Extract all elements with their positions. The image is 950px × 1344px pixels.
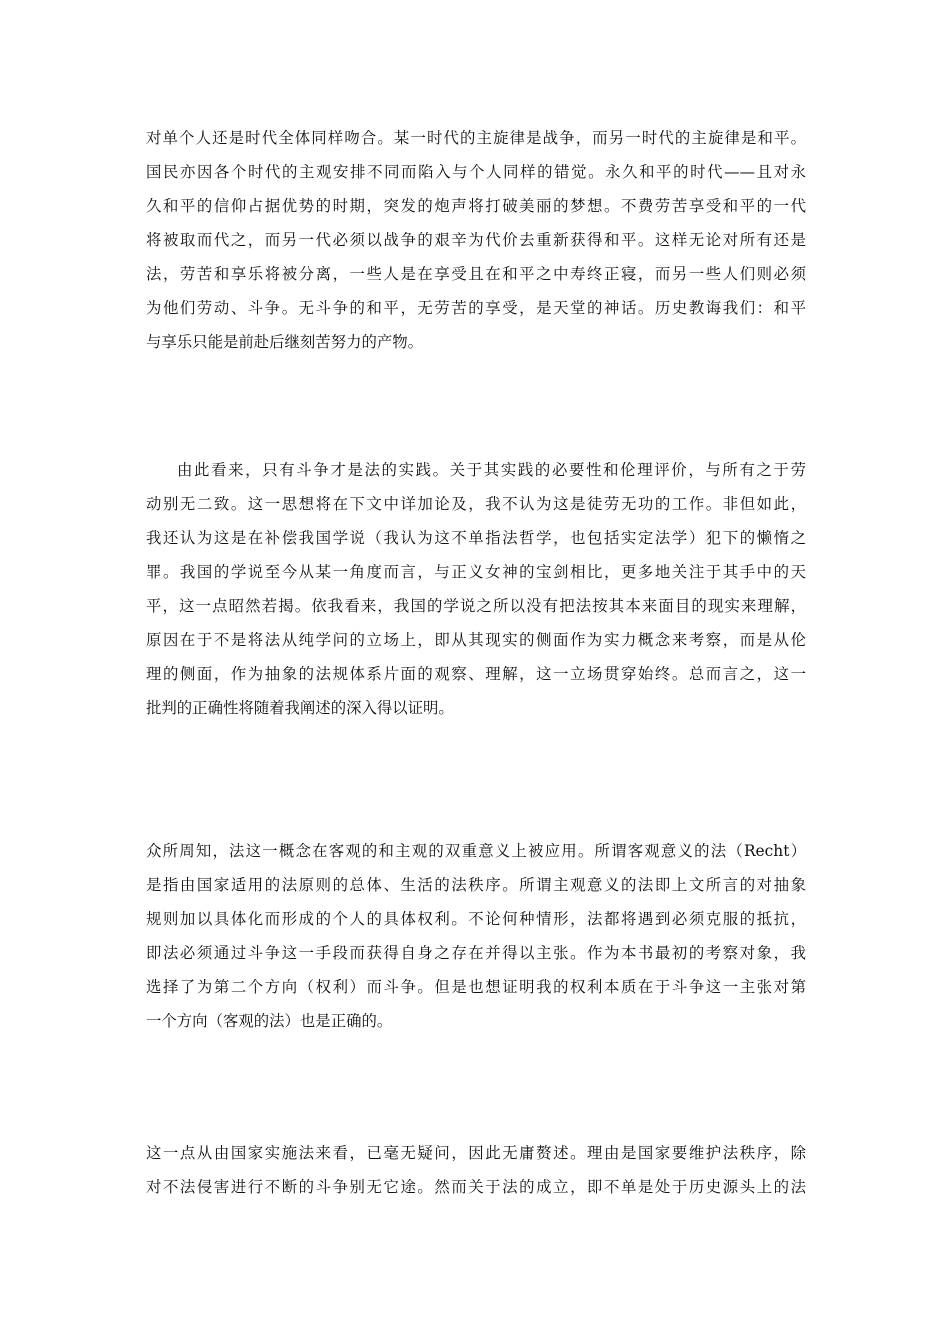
text-line: 即法必须通过斗争这一手段而获得自身之存在并得以主张。作为本书最初的考察对象，我 bbox=[146, 944, 806, 962]
paragraph-2 bbox=[146, 453, 806, 725]
text-line: 选择了为第二个方向（权利）而斗争。但是也想证明我的权利本质在于斗争这一主张对第 bbox=[146, 978, 806, 996]
text-line: 这一点从由国家实施法来看，已毫无疑问，因此无庸赘述。理由是国家要维护法秩序，除 bbox=[146, 1144, 806, 1162]
text-line: 理的侧面，作为抽象的法规体系片面的观察、理解，这一立场贯穿始终。总而言之，这一 bbox=[146, 665, 806, 683]
text-line: 规则加以具体化而形成的个人的具体权利。不论何种情形，法都将遇到必须克服的抵抗， bbox=[146, 910, 806, 928]
text-line: 法，劳苦和享乐将被分离，一些人是在享受且在和平之中寿终正寝，而另一些人们则必须 bbox=[146, 265, 806, 283]
text-line: 对单个人还是时代全体同样吻合。某一时代的主旋律是战争，而另一时代的主旋律是和平。 bbox=[146, 129, 806, 147]
text-line: 平，这一点昭然若揭。依我看来，我国的学说之所以没有把法按其本来面目的现实来理解， bbox=[146, 597, 806, 615]
text-line-indented: 由此看来，只有斗争才是法的实践。关于其实践的必要性和伦理评价，与所有之于劳 bbox=[177, 461, 806, 479]
text-line: 一个方向（客观的法）也是正确的。 bbox=[146, 1012, 393, 1030]
text-line: 为他们劳动、斗争。无斗争的和平，无劳苦的享受，是天堂的神话。历史教诲我们：和平 bbox=[146, 299, 806, 317]
paragraph-3 bbox=[146, 834, 806, 1038]
text-line: 将被取而代之，而另一代必须以战争的艰辛为代价去重新获得和平。这样无论对所有还是 bbox=[146, 231, 806, 249]
text-line: 罪。我国的学说至今从某一角度而言，与正义女神的宝剑相比，更多地关注于其手中的天 bbox=[146, 563, 806, 581]
text-line: 众所周知，法这一概念在客观的和主观的双重意义上被应用。所谓客观意义的法（Recht） bbox=[146, 842, 806, 860]
text-line: 批判的正确性将随着我阐述的深入得以证明。 bbox=[146, 699, 454, 717]
paragraph-1 bbox=[146, 121, 806, 359]
text-line: 动别无二致。这一思想将在下文中详加论及，我不认为这是徒劳无功的工作。非但如此， bbox=[146, 495, 806, 513]
text-line: 国民亦因各个时代的主观安排不同而陷入与个人同样的错觉。永久和平的时代——且对永 bbox=[146, 163, 806, 181]
text-line: 原因在于不是将法从纯学问的立场上，即从其现实的侧面作为实力概念来考察，而是从伦 bbox=[146, 631, 806, 649]
paragraph-4 bbox=[146, 1136, 806, 1204]
text-line: 我还认为这是在补偿我国学说（我认为这不单指法哲学，也包括实定法学）犯下的懒惰之 bbox=[146, 529, 806, 547]
text-line: 久和平的信仰占据优势的时期，突发的炮声将打破美丽的梦想。不费劳苦享受和平的一代 bbox=[146, 197, 806, 215]
text-line: 与享乐只能是前赴后继刻苦努力的产物。 bbox=[146, 333, 424, 351]
text-line: 对不法侵害进行不断的斗争别无它途。然而关于法的成立，即不单是处于历史源头上的法 bbox=[146, 1178, 806, 1196]
text-line: 是指由国家适用的法原则的总体、生活的法秩序。所谓主观意义的法即上文所言的对抽象 bbox=[146, 876, 806, 894]
